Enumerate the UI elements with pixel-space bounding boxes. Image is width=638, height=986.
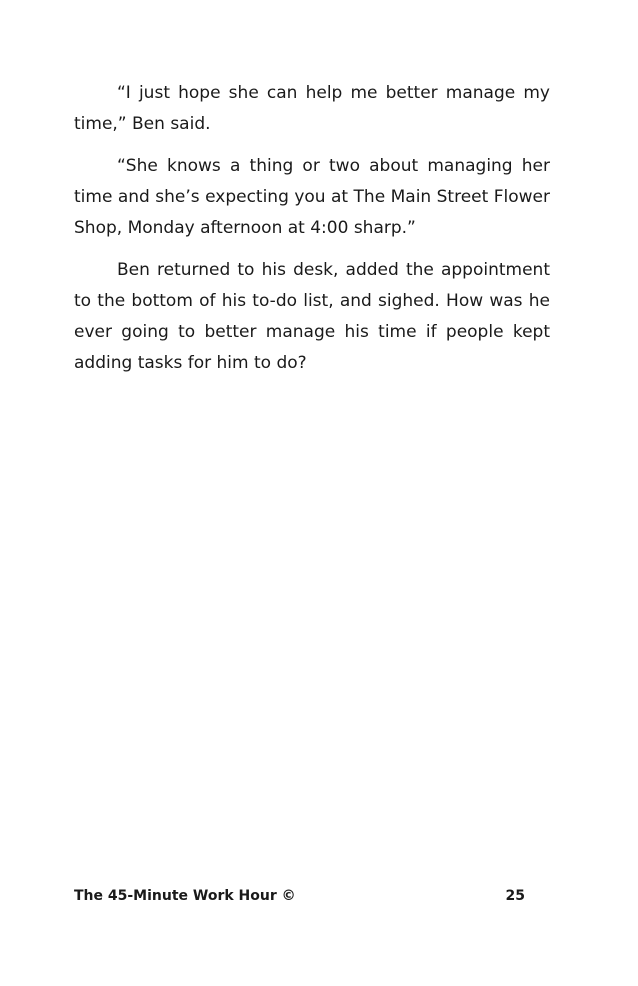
page-footer xyxy=(74,888,525,904)
paragraph: “I just hope she can help me better manage my time,” Ben said. xyxy=(74,83,550,134)
book-title: The 45-Minute Work Hour © xyxy=(74,888,296,904)
page-number: 25 xyxy=(505,888,525,904)
paragraph: Ben returned to his desk, added the appointment to the bottom of his to-do list, and sighed. How was he ever going to better manage his time if people kept adding tasks for him to do? xyxy=(74,260,550,373)
paragraph: “She knows a thing or two about managing her time and she’s expecting you at The Main Street Flower Shop, Monday afternoon at 4:00 sharp.” xyxy=(74,156,550,238)
body-text xyxy=(74,78,550,390)
